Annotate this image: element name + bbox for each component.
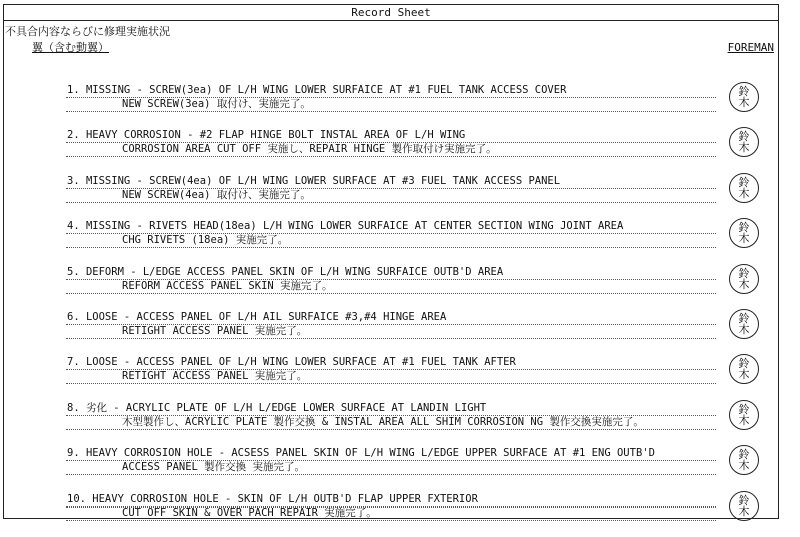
item-description: 2. HEAVY CORROSION - #2 FLAP HINGE BOLT INSTAL AREA OF L/H WING <box>67 129 466 142</box>
foreman-seal-stamp: 鈴 木 <box>729 491 759 521</box>
record-item <box>4 447 778 491</box>
foreman-seal-stamp: 鈴 木 <box>729 127 759 157</box>
item-description: 6. LOOSE - ACCESS PANEL OF L/H AIL SURFAICE #3,#4 HINGE AREA <box>67 311 447 323</box>
dotted-rule <box>66 202 716 203</box>
item-action: REFORM ACCESS PANEL SKIN 実施完了。 <box>122 279 333 292</box>
item-description: 5. DEFORM - L/EDGE ACCESS PANEL SKIN OF L/H WING SURFAICE OUTB'D AREA <box>67 265 504 278</box>
dotted-rule <box>66 429 716 430</box>
item-description: 8. 劣化 - ACRYLIC PLATE OF L/H L/EDGE LOWER SURFACE AT LANDIN LIGHT <box>67 401 487 414</box>
dotted-rule <box>66 474 716 475</box>
record-item <box>4 129 778 173</box>
item-description: 3. MISSING - SCREW(4ea) OF L/H WING LOWER SURFACE AT #3 FUEL TANK ACCESS PANEL <box>67 174 561 187</box>
dotted-rule <box>66 338 716 339</box>
foreman-seal-stamp: 鈴 木 <box>729 218 759 248</box>
dotted-rule <box>66 383 716 384</box>
record-item <box>4 175 778 219</box>
record-item <box>4 220 778 264</box>
sheet-title: Record Sheet <box>4 5 778 21</box>
item-action: RETIGHT ACCESS PANEL 実施完了。 <box>122 370 308 383</box>
item-action: NEW SCREW(4ea) 取付け、実施完了。 <box>122 188 311 201</box>
item-description: 4. MISSING - RIVETS HEAD(18ea) L/H WING LOWER SURFAICE AT CENTER SECTION WING JOINT AREA <box>67 220 624 233</box>
item-description: 1. MISSING - SCREW(3ea) OF L/H WING LOWER SURFAICE AT #1 FUEL TANK ACCESS COVER <box>67 84 567 96</box>
record-item <box>4 356 778 400</box>
record-item <box>4 266 778 310</box>
foreman-seal-stamp: 鈴 木 <box>729 309 759 339</box>
item-action: RETIGHT ACCESS PANEL 実施完了。 <box>122 325 308 337</box>
dotted-rule <box>66 156 716 157</box>
item-action: CHG RIVETS (18ea) 実施完了。 <box>122 234 289 247</box>
section-heading-jp: 不具合内容ならびに修理実施状況 <box>5 25 170 38</box>
item-action: CORROSION AREA CUT OFF 実施し、REPAIR HINGE 製作取付け実施完了。 <box>122 143 497 156</box>
foreman-seal-stamp: 鈴 木 <box>729 400 759 430</box>
dotted-rule <box>66 111 716 112</box>
item-action: 木型製作し、ACRYLIC PLATE 製作交換 & INSTAL AREA ALL SHIM CORROSION NG 製作交換実施完了。 <box>122 415 644 428</box>
item-description: 9. HEAVY CORROSION HOLE - ACSESS PANEL SKIN OF L/H WING L/EDGE UPPER SURFACE AT #1 ENG OUTB'D <box>67 447 655 460</box>
section-subheading: 翼（含む動翼） <box>32 41 109 54</box>
item-description: 10. HEAVY CORROSION HOLE - SKIN OF L/H OUTB'D FLAP UPPER FXTERIOR <box>67 492 478 505</box>
foreman-seal-stamp: 鈴 木 <box>729 264 759 294</box>
dotted-rule <box>66 247 716 248</box>
record-item <box>4 84 778 128</box>
item-action: CUT OFF SKIN & OVER PACH REPAIR 実施完了。 <box>122 506 377 519</box>
item-action: NEW SCREW(3ea) 取付け、実施完了。 <box>122 98 311 110</box>
foreman-seal-stamp: 鈴 木 <box>729 173 759 203</box>
record-item <box>4 402 778 446</box>
item-action: ACCESS PANEL 製作交換 実施完了。 <box>122 461 306 474</box>
record-item <box>4 311 778 355</box>
foreman-seal-stamp: 鈴 木 <box>729 445 759 475</box>
record-item <box>4 493 778 537</box>
record-sheet <box>3 4 779 519</box>
item-description: 7. LOOSE - ACCESS PANEL OF L/H WING LOWER SURFACE AT #1 FUEL TANK AFTER <box>67 356 516 369</box>
foreman-label: FOREMAN <box>727 41 774 54</box>
bottom-rule <box>66 507 716 508</box>
dotted-rule <box>66 293 716 294</box>
foreman-seal-stamp: 鈴 木 <box>729 82 759 112</box>
foreman-seal-stamp: 鈴 木 <box>729 354 759 384</box>
dotted-rule <box>66 520 716 521</box>
